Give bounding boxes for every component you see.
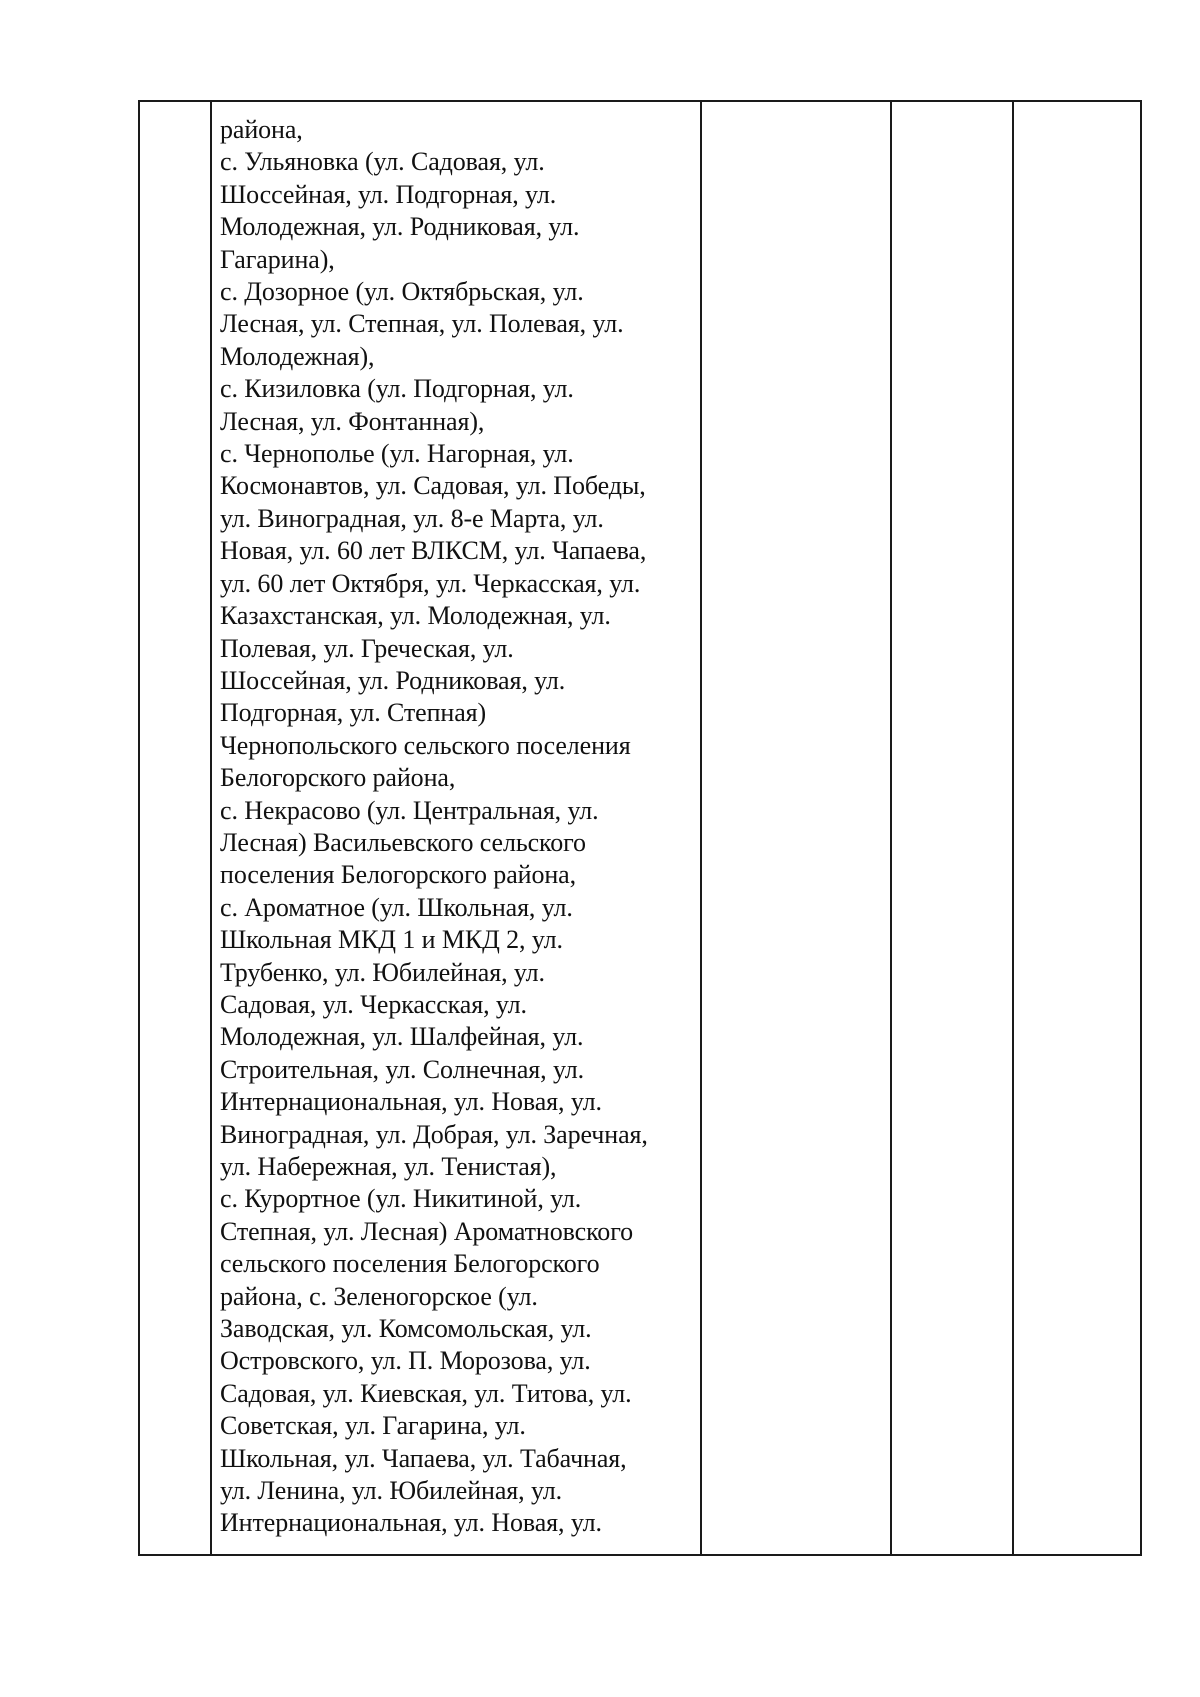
address-line: Чернопольского сельского поселения xyxy=(220,730,631,760)
address-line: Новая, ул. 60 лет ВЛКСМ, ул. Чапаева, xyxy=(220,536,647,566)
address-line: Шоссейная, ул. Подгорная, ул. xyxy=(220,179,557,209)
address-list-cell xyxy=(220,114,692,1540)
address-line: Лесная) Васильевского сельского xyxy=(220,827,586,857)
address-line: с. Курортное (ул. Никитиной, ул. xyxy=(220,1184,582,1214)
address-line: Интернациональная, ул. Новая, ул. xyxy=(220,1087,602,1117)
address-line: с. Некрасово (ул. Центральная, ул. xyxy=(220,795,599,825)
address-line: Строительная, ул. Солнечная, ул. xyxy=(220,1054,584,1084)
address-line: с. Чернополье (ул. Нагорная, ул. xyxy=(220,439,574,469)
address-line: Гагарина), xyxy=(220,244,335,274)
address-line: Степная, ул. Лесная) Ароматновского xyxy=(220,1216,634,1246)
column-divider-2 xyxy=(700,102,702,1554)
address-line: Садовая, ул. Киевская, ул. Титова, ул. xyxy=(220,1378,632,1408)
address-line: поселения Белогорского района, xyxy=(220,860,576,890)
address-line: ул. Виноградная, ул. 8-е Марта, ул. xyxy=(220,503,604,533)
address-line: Шоссейная, ул. Родниковая, ул. xyxy=(220,665,566,695)
address-line: Школьная, ул. Чапаева, ул. Табачная, xyxy=(220,1443,627,1473)
address-line: с. Дозорное (ул. Октябрьская, ул. xyxy=(220,277,584,307)
column-divider-4 xyxy=(1012,102,1014,1554)
address-line: ул. Набережная, ул. Тенистая), xyxy=(220,1152,557,1181)
address-line: Школьная МКД 1 и МКД 2, ул. xyxy=(220,925,563,955)
address-line: района, xyxy=(220,115,303,144)
address-line: ул. Ленина, ул. Юбилейная, ул. xyxy=(220,1476,562,1506)
address-line: Виноградная, ул. Добрая, ул. Заречная, xyxy=(220,1119,648,1149)
address-line: Советская, ул. Гагарина, ул. xyxy=(220,1411,526,1441)
column-divider-1 xyxy=(210,102,212,1554)
address-line: Садовая, ул. Черкасская, ул. xyxy=(220,989,527,1019)
address-line: Заводская, ул. Комсомольская, ул. xyxy=(220,1314,592,1344)
address-line: Молодежная, ул. Родниковая, ул. xyxy=(220,212,580,242)
address-line: Трубенко, ул. Юбилейная, ул. xyxy=(220,957,545,987)
address-line: Подгорная, ул. Степная) xyxy=(220,698,487,728)
address-line: Космонавтов, ул. Садовая, ул. Победы, xyxy=(220,471,646,501)
address-line: Молодежная), xyxy=(220,341,375,371)
address-line: с. Ульяновка (ул. Садовая, ул. xyxy=(220,147,545,177)
column-divider-3 xyxy=(890,102,892,1554)
address-line: ул. 60 лет Октября, ул. Черкасская, ул. xyxy=(220,568,641,598)
address-line: Островского, ул. П. Морозова, ул. xyxy=(220,1346,591,1376)
address-line: Молодежная, ул. Шалфейная, ул. xyxy=(220,1022,584,1052)
address-line: Белогорского района, xyxy=(220,763,456,793)
address-line: района, с. Зеленогорское (ул. xyxy=(220,1281,538,1311)
address-line: с. Ароматное (ул. Школьная, ул. xyxy=(220,892,573,922)
address-line: сельского поселения Белогорского xyxy=(220,1249,600,1279)
document-table xyxy=(138,100,1142,1556)
address-line: Казахстанская, ул. Молодежная, ул. xyxy=(220,601,611,631)
address-line: Лесная, ул. Степная, ул. Полевая, ул. xyxy=(220,309,624,339)
address-line: Интернациональная, ул. Новая, ул. xyxy=(220,1508,602,1538)
address-line: Полевая, ул. Греческая, ул. xyxy=(220,633,514,663)
address-line: Лесная, ул. Фонтанная), xyxy=(220,406,485,436)
address-line: с. Кизиловка (ул. Подгорная, ул. xyxy=(220,374,574,404)
